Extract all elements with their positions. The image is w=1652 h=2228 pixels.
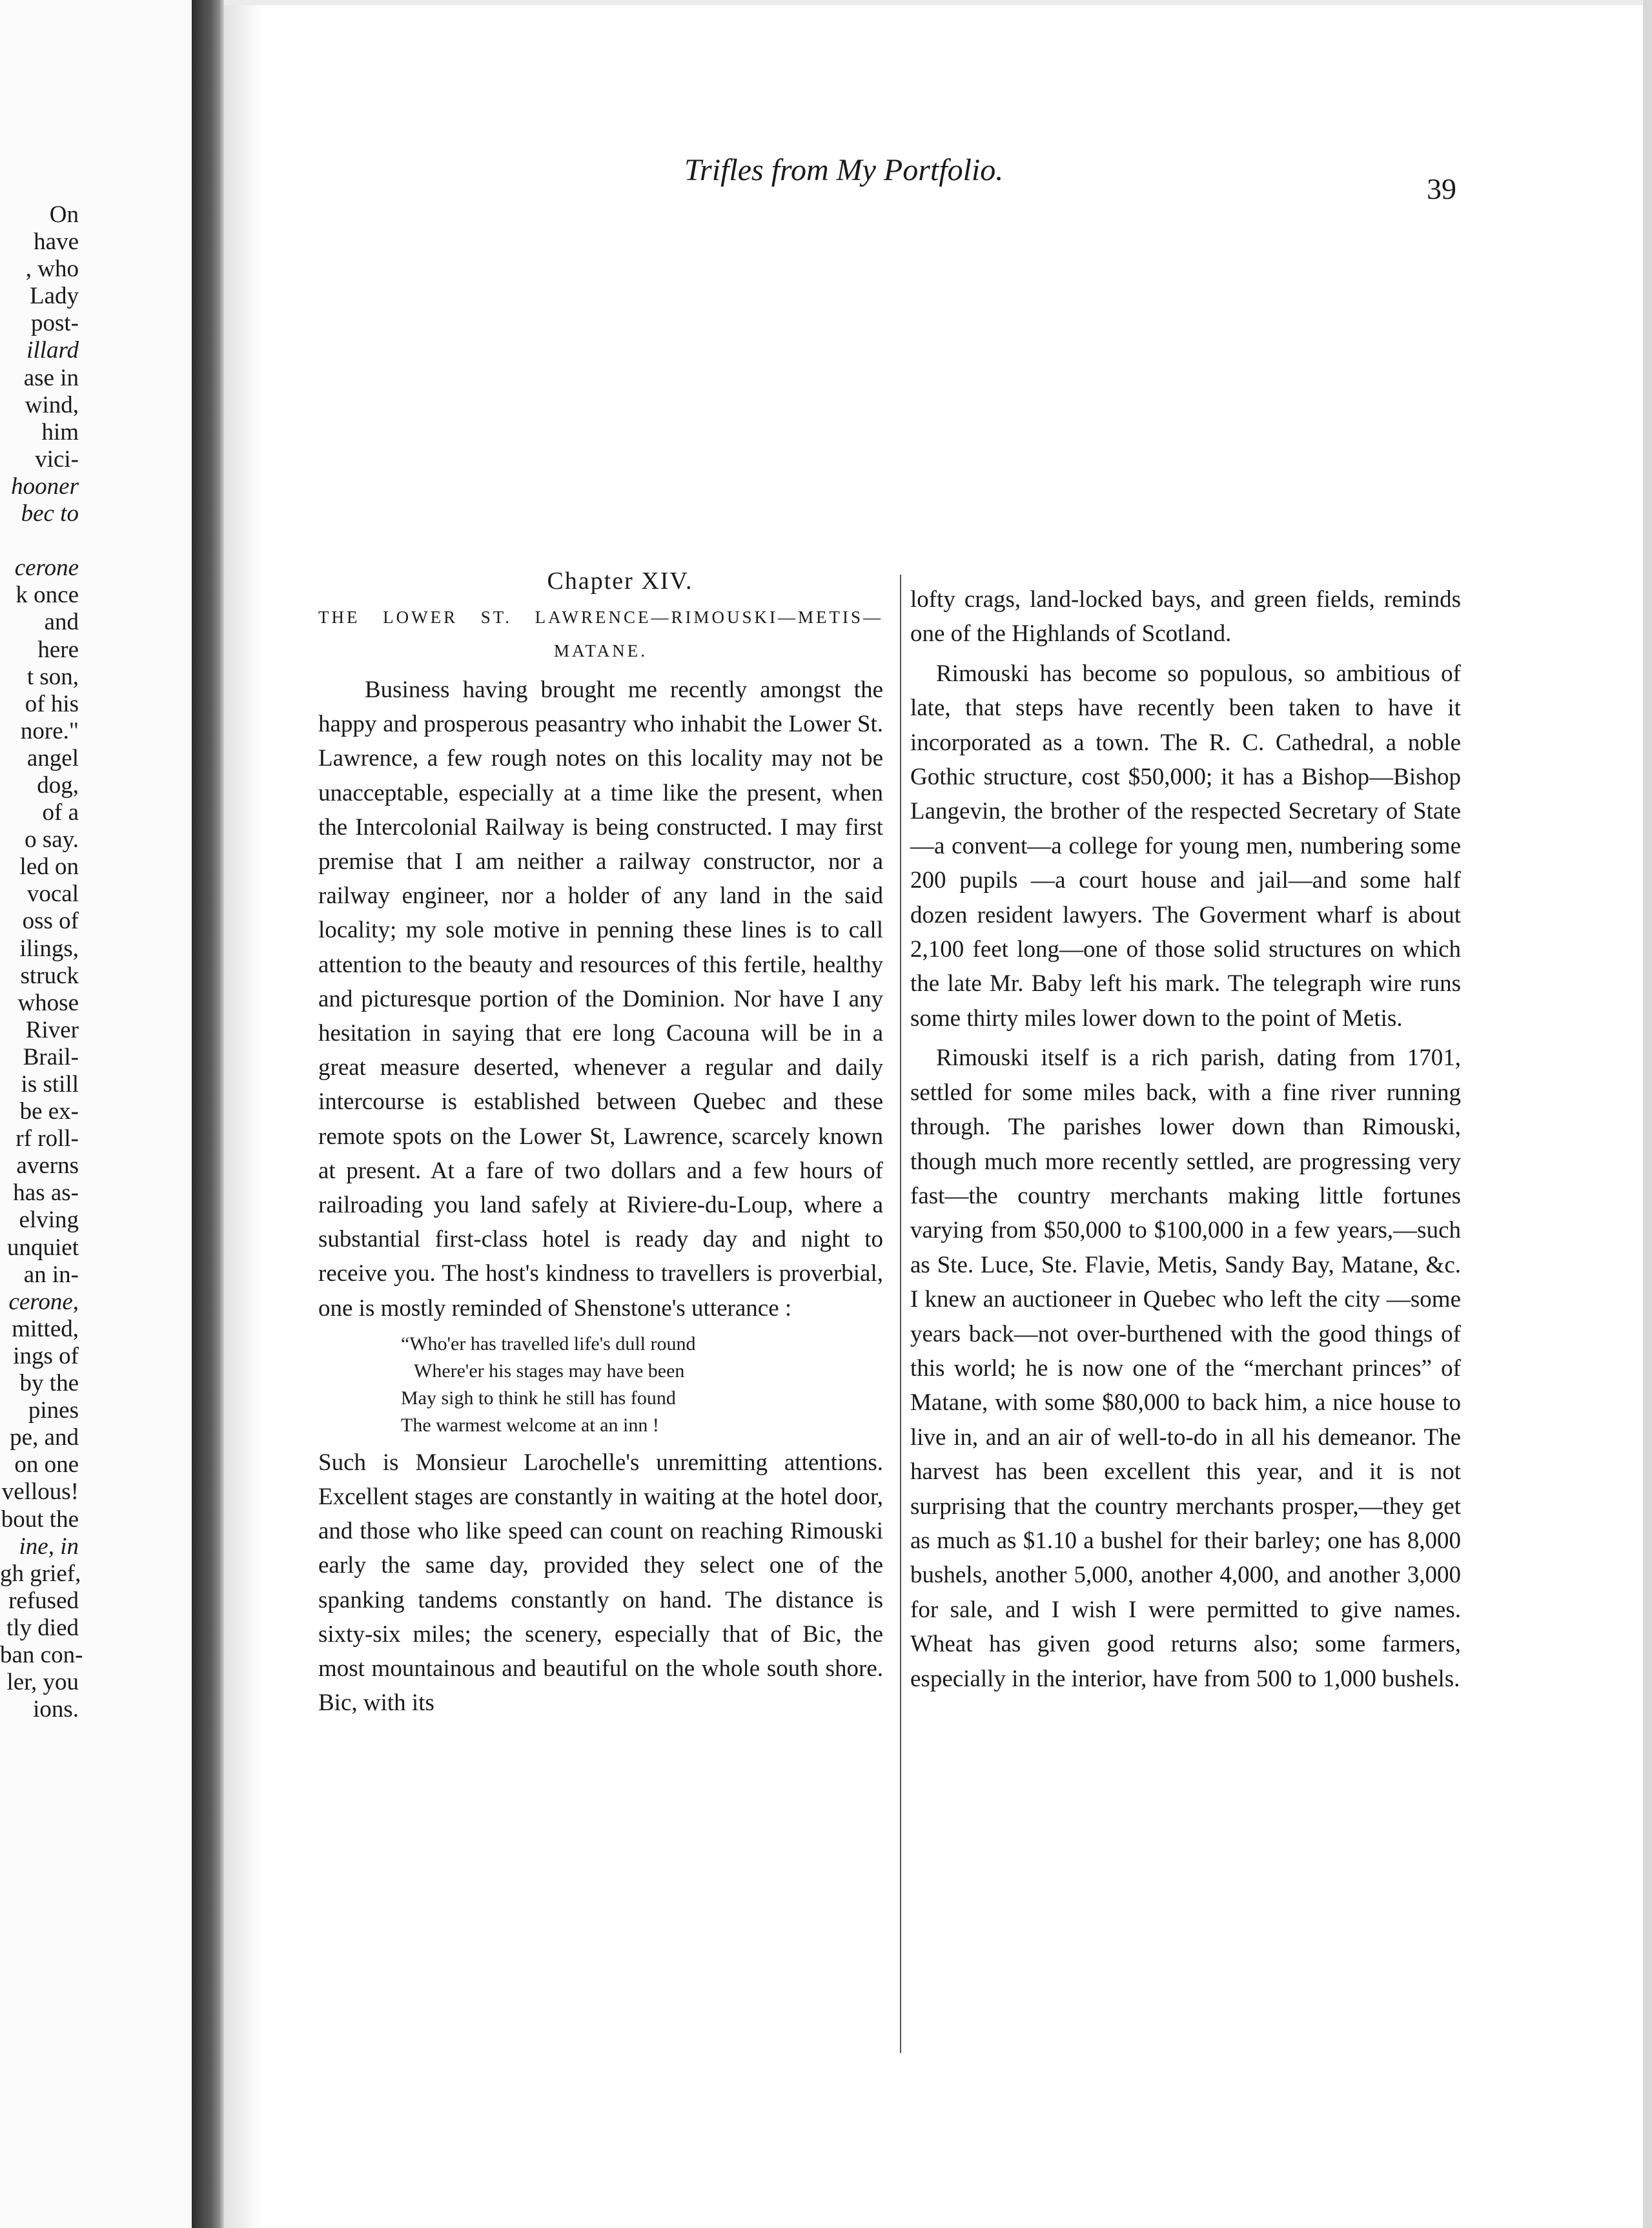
fragment-line: of a bbox=[42, 799, 79, 826]
fragment-line: rf roll- bbox=[15, 1125, 79, 1152]
fragment-line: illard bbox=[26, 337, 79, 364]
fragment-line: mitted, bbox=[12, 1315, 79, 1342]
fragment-line: him bbox=[41, 418, 79, 445]
fragment-line: ions. bbox=[33, 1696, 79, 1723]
fragment-line: k once bbox=[15, 582, 79, 609]
fragment-line: vici- bbox=[35, 445, 79, 473]
fragment-line: t son, bbox=[26, 663, 79, 690]
fragment-line: by the bbox=[19, 1370, 79, 1397]
fragment-line: dog, bbox=[37, 772, 79, 799]
fragment-line: is still bbox=[21, 1071, 79, 1098]
fragment-line: be ex- bbox=[19, 1098, 79, 1125]
fragment-line: and bbox=[44, 609, 79, 636]
fragment-line: whose bbox=[17, 989, 79, 1016]
chapter-heading: Chapter XIV. bbox=[547, 567, 693, 595]
fragment-line: refused bbox=[8, 1587, 79, 1614]
fragment-line: pe, and bbox=[10, 1424, 79, 1451]
body-paragraph: Such is Monsieur Larochelle's unremitting attentions. Excellent stages are constantly in waiting at the hotel door, and those who like speed can count on reaching Rimouski early the same day, provided they select one of the spanking tandems constantly on hand. The distance is sixty-six miles; the scenery, especially that of Bic, the most mountainous and beautiful on the whole south shore. Bic, with its bbox=[318, 1449, 883, 1717]
column-divider bbox=[900, 575, 901, 2053]
fragment-line: angel bbox=[26, 744, 79, 772]
poem-line: The warmest welcome at an inn ! bbox=[401, 1414, 659, 1436]
fragment-line: averns bbox=[16, 1152, 79, 1180]
fragment-line: an in- bbox=[23, 1261, 79, 1288]
fragment-line: on one bbox=[14, 1451, 79, 1478]
left-column bbox=[318, 562, 883, 1720]
fragment-line: vocal bbox=[26, 881, 79, 908]
fragment-line: bec to bbox=[21, 500, 79, 527]
fragment-line: gh grief, bbox=[0, 1560, 81, 1587]
running-title: Trifles from My Portfolio. bbox=[684, 153, 1004, 187]
page-right-edge bbox=[1643, 0, 1652, 2228]
facing-page-text-fragment bbox=[0, 201, 83, 1723]
body-paragraph: Rimouski has become so populous, so ambitious of late, that steps have recently been taken to have it incorporated as a town. The R. C. Cathedral, a noble Gothic structure, cost $50,000; it has a Bishop—Bishop Langevin, the brother of the respected Secretary of State—a convent—a college for young men, numbering some 200 pupils —a court house and jail—and some half dozen resident lawyers. The Goverment wharf is about 2,100 feet long—one of those solid structures on which the late Mr. Baby left his mark. The telegraph wire runs some thirty miles lower down to the point of Metis. bbox=[910, 660, 1461, 1032]
fragment-line: ase in bbox=[23, 364, 79, 391]
fragment-line: hooner bbox=[11, 473, 79, 500]
right-column bbox=[910, 582, 1461, 1696]
fragment-line: oss of bbox=[22, 908, 79, 935]
fragment-line: wind, bbox=[25, 391, 79, 418]
fragment-line: Brail- bbox=[23, 1043, 79, 1070]
chapter-title: THE LOWER ST. LAWRENCE—RIMOUSKI—METIS—MATANE. bbox=[318, 608, 883, 660]
fragment-line: ban con- bbox=[0, 1641, 83, 1668]
fragment-line: vellous! bbox=[1, 1478, 79, 1506]
fragment-line: nore." bbox=[20, 717, 79, 744]
fragment-line: led on bbox=[19, 853, 79, 881]
fragment-line: has as- bbox=[13, 1180, 79, 1207]
poem-line: May sigh to think he still has found bbox=[401, 1387, 676, 1409]
fragment-line: Lady bbox=[29, 283, 79, 310]
fragment-line: o say. bbox=[25, 826, 79, 853]
body-paragraph: lofty crags, land-locked bays, and green fields, reminds one of the Highlands of Scotland. bbox=[910, 586, 1461, 648]
fragment-line: On bbox=[49, 201, 79, 228]
fragment-line: unquiet bbox=[7, 1234, 79, 1261]
page-top-edge bbox=[224, 0, 1652, 5]
fragment-line: have bbox=[34, 229, 79, 256]
page-number: 39 bbox=[1427, 172, 1456, 205]
fragment-line: , who bbox=[25, 256, 79, 283]
gutter-shadow bbox=[224, 0, 263, 2228]
fragment-line: elving bbox=[19, 1207, 79, 1234]
fragment-line: struck bbox=[20, 962, 79, 989]
fragment-line: ler, you bbox=[6, 1669, 79, 1696]
fragment-line: pines bbox=[28, 1397, 79, 1424]
body-paragraph: Business having brought me recently amongst the happy and prosperous peasantry who inhabit the Lower St. Lawrence, a few rough notes on this locality may not be unacceptable, especially at a time like the present, when the Intercolonial Railway is being constructed. I may first premise that I am neither a railway constructor, nor a railway engineer, nor a holder of any land in the said locality; my sole motive in penning these lines is to call attention to the beauty and resources of this fertile, healthy and picturesque portion of the Dominion. Nor have I any hesitation in saying that ere long Cacouna will be in a great measure deserted, whenever a regular and daily intercourse is established between Quebec and these remote spots on the Lower St, Lawrence, scarcely known at present. At a fare of two dollars and a few hours of railroading you land safely at Riviere-du-Loup, where a substantial first-class hotel is ready day and night to receive you. The host's kindness to travellers is proverbial, one is mostly reminded of Shenstone's utterance : bbox=[318, 677, 883, 1322]
fragment-line: ine, in bbox=[19, 1533, 79, 1560]
poem-quotation bbox=[401, 1331, 883, 1439]
fragment-line: here bbox=[37, 636, 79, 663]
fragment-line: cerone bbox=[14, 555, 79, 582]
body-paragraph: Rimouski itself is a rich parish, dating from 1701, settled for some miles back, with a fine river running through. The parishes lower down than Rimouski, though much more recently settled, are progressing very fast—the country merchants making little fortunes varying from $50,000 to $100,000 in a few years,—such as Ste. Luce, Ste. Flavie, Metis, Sandy Bay, Matane, &c. I knew an auctioneer in Quebec who left the city —some years back—not over-burthened with the good things of this world; he is now one of the “merchant princes” of Matane, with some $80,000 to back him, a nice house to live in, and an air of well-to-do in all his demeanor. The harvest has been excellent this year, and it is not surprising that the country merchants prosper,—they get as much as $1.10 a bushel for their barley; one has 8,000 bushels, another 5,000, another 4,000, and another 3,000 for sale, and I wish I were permitted to give names. Wheat has given good returns also; some farmers, especially in the interior, have from 500 to 1,000 bushels. bbox=[910, 1045, 1461, 1692]
fragment-line: ilings, bbox=[19, 935, 79, 962]
fragment-line: River bbox=[25, 1016, 79, 1043]
fragment-line bbox=[0, 527, 79, 555]
poem-line: Where'er his stages may have been bbox=[414, 1360, 685, 1382]
fragment-line: bout the bbox=[1, 1506, 79, 1533]
fragment-line: post- bbox=[31, 310, 79, 337]
fragment-line: ings of bbox=[13, 1342, 79, 1369]
fragment-line: cerone, bbox=[8, 1288, 79, 1315]
book-gutter bbox=[192, 0, 224, 2228]
fragment-line: of his bbox=[25, 690, 79, 717]
fragment-line: tly died bbox=[6, 1614, 79, 1641]
poem-line: “Who'er has travelled life's dull round bbox=[401, 1333, 696, 1354]
